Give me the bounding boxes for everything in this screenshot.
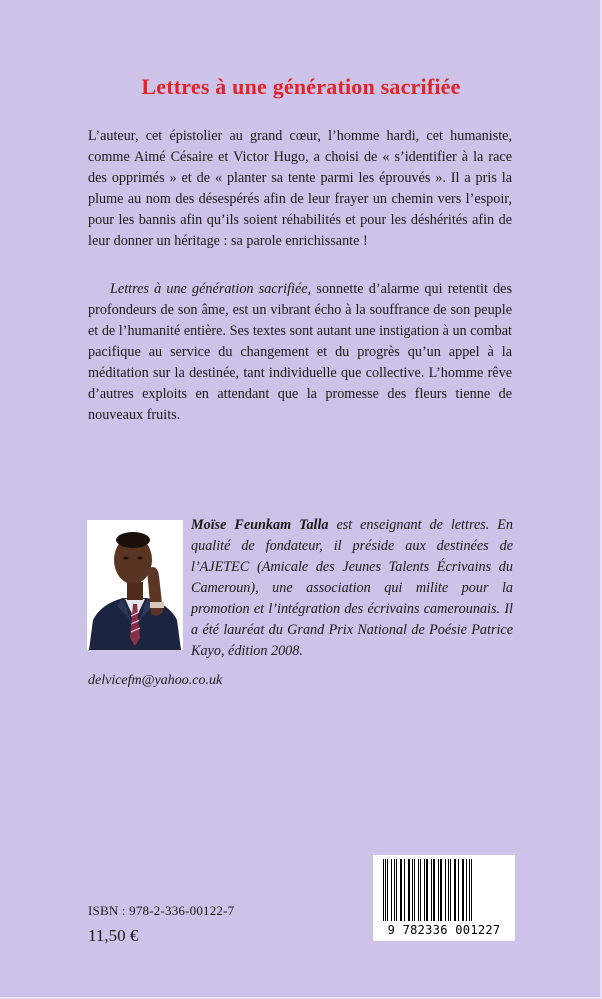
barcode-digits: 9 782336 001227 [387, 923, 501, 937]
author-photo [87, 520, 183, 650]
blurb-paragraph-2-text: sonnette d’alarme qui retentit des profondeurs de son âme, est un vibrant écho à la souffrance de son peuple et de l’humanité entière. Ses textes sont autant une instigation à un combat pacifique au service du changement et du progrès qu’un appel à la méditation sur la destinée, tant individuelle que collective. L’homme rêve d’autres exploits en attendant que la promesse des fleurs tienne de nouveaux fruits. [88, 281, 512, 423]
author-name: Moïse Feunkam Talla [191, 517, 329, 533]
blurb-paragraph-2 [88, 279, 512, 426]
blurb-paragraph-1: L’auteur, cet épistolier au grand cœur, l’homme hardi, cet humaniste, comme Aimé Césaire et Victor Hugo, a choisi de « s’identifier à la race des opprimés » et de « planter sa tente parmi les éprouvés ». Il a pris la plume au nom des désespérés afin de leur frayer un chemin vers l’espoir, pour les bannis afin qu’ils soient réhabilités et pour les déshérités afin de leur donner un héritage : sa parole enrichissante ! [88, 128, 512, 249]
isbn-label: ISBN : 978-2-336-00122-7 [88, 903, 235, 918]
author-email[interactable]: delvicefm@yahoo.co.uk [88, 673, 223, 688]
author-portrait-image [87, 520, 183, 650]
barcode-bars [373, 855, 515, 923]
price-label: 11,50 € [88, 926, 139, 945]
blurb-title-reference: Lettres à une génération sacrifiée, [110, 281, 312, 297]
book-title: Lettres à une génération sacrifiée [141, 74, 461, 99]
barcode [373, 855, 515, 941]
author-bio-text: est enseignant de lettres. En qualité de fondateur, il préside aux destinées de l’AJETEC (Amicale des Jeunes Talents Écrivains du Cameroun), une association qui milite pour la promotion et l’intégration des écrivains camerounais. Il a été lauréat du Grand Prix National de Poésie Patrice Kayo, édition 2008. [191, 517, 513, 659]
author-bio [191, 515, 513, 662]
